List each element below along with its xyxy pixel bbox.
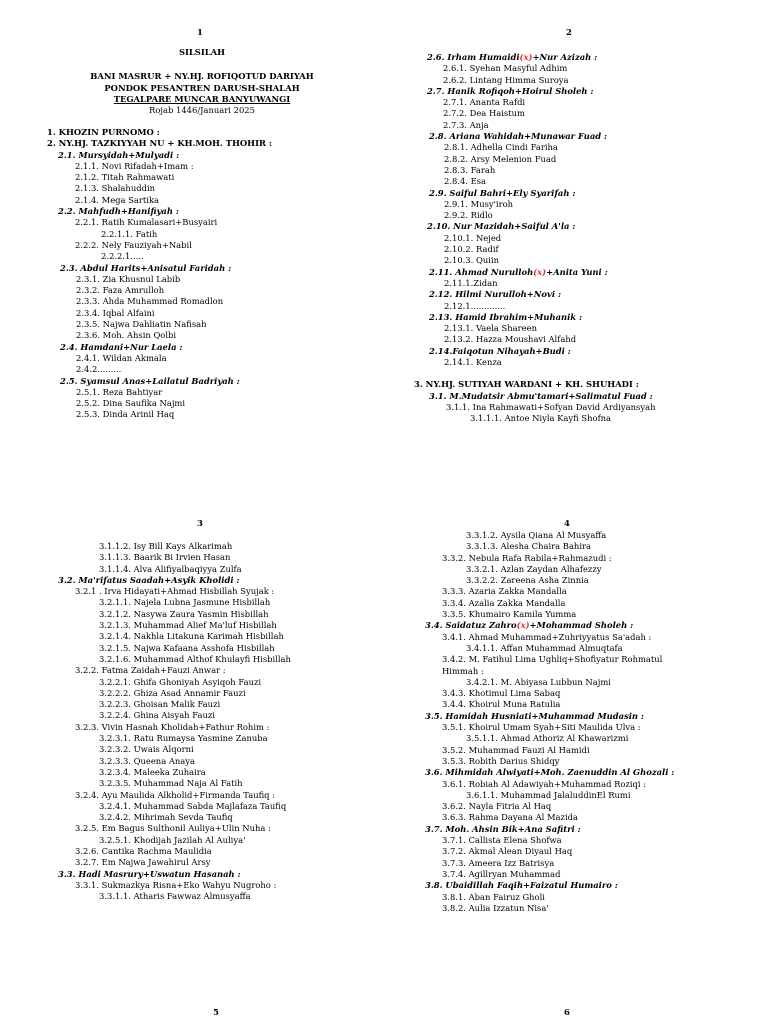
- entry-line: 3.2.2.2. Ghiza Asad Annamir Fauzi: [99, 687, 246, 698]
- entry-line: 1. KHOZIN PURNOMO :: [47, 127, 160, 137]
- entry-line: 3.4.3. Khotimul Lima Sabaq: [442, 688, 561, 699]
- entry-line: 2.1.1. Novi Rifadah+Imam :: [75, 160, 194, 171]
- entry-line: 3.2.1.6. Muhammad Althof Khulayfi Hisbillah: [99, 653, 291, 664]
- header-date: Rojab 1446/Januari 2025: [149, 105, 255, 116]
- entry-line: 3.3.5. Khumairo Kamila Yumma: [442, 609, 577, 620]
- entry-line: 2.10. Nur Mazidah+Saiful A'la :: [427, 221, 576, 232]
- page-number: 2: [566, 28, 572, 38]
- entry-line: 3.5. Hamidah Husniati+Muhammad Mudasin :: [425, 710, 644, 721]
- entry-line: 2.9.1. Musy'iroh: [444, 198, 514, 209]
- entry-line: 2.14.Faiqotun Nihayah+Budi :: [429, 345, 571, 356]
- entry-line: 2.10.1. Nejed: [444, 232, 502, 243]
- entry-line: 2.3.1. Zia Khusnul Labib: [76, 273, 181, 284]
- entry-line: 2.12.1.............: [444, 300, 506, 311]
- entry-line: 3.3.1.1. Atharis Fawwaz Almusyaffa: [99, 891, 251, 902]
- entry-line: 3.2.1.5. Najwa Kafaana Asshofa Hisbillah: [99, 642, 275, 653]
- entry-line: 2.3.3. Ahda Muhammad Romadlon: [76, 296, 224, 307]
- entry-line: 2.6. Irham Humaidi(x)+Nur Azizah :: [427, 52, 598, 62]
- entry-line: 3.2.2.4. Ghina Aisyah Fauzi: [99, 710, 215, 721]
- page2-entries: [414, 52, 754, 425]
- entry-line: 2.5.1. Reza Bahtiyar: [76, 386, 163, 397]
- entry-line: 2.4.2.........: [76, 364, 122, 375]
- entry-line: 2.8.4. Esa: [444, 176, 487, 187]
- entry-line: 3.2.1.2. Nasywa Zaura Yasmin Hisbillah: [99, 608, 269, 619]
- entry-line: 2.5.2. Dina Saufika Najmi: [76, 398, 186, 409]
- entry-line: 3.2.1.4. Nakhla Litakuna Karimah Hisbillah: [99, 631, 284, 642]
- entry-line: 2.3.5. Najwa Dahliatin Nafisah: [76, 319, 207, 330]
- entry-line: 3.2.2.3. Ghoisan Malik Fauzi: [99, 699, 221, 710]
- entry-line: 3.1.1.2. Isy Bill Kays Alkarimah: [99, 541, 233, 551]
- entry-line: 2.2.2. Nely Fauziyah+Nabil: [75, 239, 192, 250]
- page1-entries: [47, 127, 347, 421]
- entry-line: 2.8.2. Arsy Melenion Fuad: [444, 153, 557, 164]
- entry-line: 3.7.4. Agillryan Muhammad: [442, 868, 561, 879]
- entry-line: 3.2.4.2. Mihrimah Sevda Taufiq: [99, 812, 233, 823]
- header-line: PONDOK PESANTREN DARUSH-SHALAH: [104, 82, 300, 93]
- entry-line: 3. NY.HJ. SUTIYAH WARDANI + KH. SHUHADI :: [414, 379, 639, 390]
- header-line: BANI MASRUR + NY.HJ. ROFIQOTUD DARIYAH: [90, 71, 314, 82]
- entry-line: 3.4.2. M. Fatihul Lima Ughliq+Shofiyatur Rohmatul: [442, 654, 663, 665]
- entry-line: 3.3.2.2. Zareena Asha Zinnia: [466, 575, 589, 586]
- entry-line: 3.3.1. Sukmazkya Risna+Eko Wahyu Nugroho :: [75, 879, 277, 890]
- entry-line: 2.1.4. Mega Sartika: [75, 194, 160, 205]
- entry-line: 3.2. Ma'rifatus Saadah+Asyik Kholidi :: [58, 574, 240, 585]
- entry-line: 2.11. Ahmad Nurulloh(x)+Anita Yuni :: [429, 266, 608, 277]
- entry-line: 3.7.2. Akmal Alean Diyaul Haq: [442, 846, 573, 857]
- entry-line: 3.2.5. Em Bagus Sulthonil Auliya+Ulin Nuha :: [75, 823, 271, 834]
- entry-line: 3.3.2.1. Azlan Zaydan Alhafezzy: [466, 563, 602, 574]
- entry-line: 2.1.3. Shalahuddin: [75, 183, 156, 194]
- entry-line: 3.3.1.2. Aysila Qiana Al Musyaffa: [466, 530, 607, 540]
- entry-line: 2.2.1. Ratih Kumalasari+Busyairi: [75, 217, 218, 228]
- entry-line: 2.9. Saiful Bahri+Ely Syarifah :: [429, 187, 576, 198]
- entry-line: 2.4.1. Wildan Akmala: [76, 352, 167, 363]
- entry-line: 3.5.1. Khoirul Umam Syah+Siti Maulida Ulva :: [442, 722, 641, 733]
- page-number: 3: [197, 519, 203, 529]
- entry-line: 3.3.2. Nebula Rafa Rabila+Rahmazudi :: [442, 552, 612, 563]
- entry-line: 3.2.4.1. Muhammad Sabda Majlafaza Taufiq: [99, 800, 287, 811]
- entry-line: 3.5.2. Muhammad Fauzi Al Hamidi: [442, 744, 590, 755]
- page3-entries: [57, 541, 377, 903]
- entry-line: 2.13. Hamid Ibrahim+Muhanik :: [429, 311, 583, 322]
- entry-line: 2.5.3. Dinda Arinil Haq: [76, 409, 175, 420]
- entry-line: 2.10.3. Quiin: [444, 255, 499, 266]
- entry-line: 3.8.1. Aban Fairuz Gholi: [442, 891, 545, 902]
- entry-line: 2.7.1. Ananta Rafdi: [443, 97, 526, 108]
- entry-line: 3.2.3.1. Ratu Rumaysa Yasmine Zanuba: [99, 733, 268, 744]
- page-number: 6: [564, 1008, 570, 1018]
- page-number: 5: [213, 1008, 219, 1018]
- entry-line: 2.7. Hanik Rofiqoh+Hoirul Sholeh :: [427, 85, 594, 96]
- entry-line: 3.6.1.1. Muhammad JalaluddinEl Rumi: [466, 789, 631, 800]
- entry-line: 3.2.4. Ayu Maulida Alkholid+Firmanda Taufiq :: [75, 789, 276, 800]
- entry-line: 2.3.2. Faza Amrulloh: [76, 285, 165, 296]
- entry-line: 3.2.3.3. Queena Anaya: [99, 755, 196, 766]
- entry-line: 3.2.3. Vivin Hasnah Kholidah+Fathur Rohim :: [75, 721, 270, 732]
- header-line: TEGALPARE MUNCAR BANYUWANGI: [113, 93, 291, 104]
- document-header: [62, 47, 342, 116]
- entry-line: 3.6.1. Robiah Al Adawiyah+Muhammad Roziqi :: [442, 778, 647, 789]
- deceased-mark: (x): [533, 266, 547, 277]
- entry-line: 2.1.2. Titah Rahmawati: [75, 172, 175, 183]
- entry-line: 2.3.4. Iqbal Alfaini: [76, 307, 155, 318]
- entry-line: 3.4.1. Ahmad Muhammad+Zuhriyyatus Sa'adah :: [442, 631, 652, 642]
- entry-line: 2.4. Hamdani+Nur Laela :: [60, 341, 183, 352]
- entry-line: 3.8. Ubaidillah Faqih+Faizatul Humairo :: [425, 880, 618, 891]
- entry-line: 3.2.2. Fatma Zaidah+Fauzi Anwar :: [75, 665, 226, 676]
- entry-line: 3.7.1. Callista Elena Shofwa: [442, 835, 562, 846]
- entry-line: 3.2.5.1. Khodijah Jazilah Al Auliya': [99, 834, 246, 845]
- entry-line: 2.9.2. Ridlo: [444, 210, 493, 221]
- entry-line: Himmah :: [442, 665, 484, 676]
- entry-line: 2.8.3. Farah: [444, 164, 496, 175]
- entry-line: 2.5. Syamsul Anas+Lailatul Badriyah :: [60, 375, 240, 386]
- page4-entries: [424, 530, 764, 914]
- entry-line: 3.5.3. Robith Darius Shidqy: [442, 755, 560, 766]
- entry-line: 3.2.1 . Irva Hidayati+Ahmad Hisbillah Syujak :: [75, 586, 275, 597]
- entry-line: 3.4. Saidatuz Zahro(x)+Mohammad Sholeh :: [425, 620, 634, 631]
- document-title: SILSILAH: [178, 47, 226, 57]
- entry-line: 3.2.1.1. Najela Lubna Jasmune Hisbillah: [99, 597, 271, 608]
- entry-line: 2.7.3. Anja: [443, 119, 489, 130]
- entry-line: 2.13.2. Hazza Moushavi Alfahd: [444, 334, 577, 345]
- entry-line: 2.6.2. Lintang Himma Suroya: [443, 74, 569, 85]
- entry-line: 2.2.2.1.....: [101, 251, 144, 262]
- entry-line: 3.1. M.Mudatsir Abmu'tamari+Salimatul Fuad :: [429, 390, 653, 401]
- entry-line: 2.3. Abdul Harits+Anisatul Faridah :: [60, 262, 232, 273]
- entry-line: 3.3. Hadi Masrury+Uswatun Hasanah :: [58, 868, 241, 879]
- entry-line: 3.1.1.1. Antoe Niyla Kayfi Shofna: [470, 413, 612, 424]
- entry-line: 3.2.1.3. Muhammad Alief Ma'luf Hisbillah: [99, 620, 277, 631]
- entry-line: 2. NY.HJ. TAZKIYYAH NU + KH.MOH. THOHIR :: [47, 138, 272, 149]
- entry-line: 2.8.1. Adhella Cindi Fariha: [444, 142, 558, 153]
- deceased-mark: (x): [516, 620, 530, 631]
- entry-line: 3.6. Mihmidah Alwiyati+Moh. Zaenuddin Al Ghozali :: [425, 767, 675, 778]
- entry-line: 2.7.2. Dea Haistum: [443, 108, 525, 119]
- deceased-mark: (x): [519, 52, 533, 62]
- entry-line: 2.13.1. Vaela Shareen: [444, 323, 537, 334]
- entry-line: 3.7. Moh. Ahsin Bik+Ana Safitri :: [425, 823, 581, 834]
- entry-line: 2.8. Ariana Wahidah+Munawar Fuad :: [429, 131, 608, 142]
- entry-line: 3.4.1.1. Affan Muhammad Almuqtafa: [466, 642, 623, 653]
- entry-line: 3.8.2. Aulia Izzatun Nisa': [442, 902, 549, 913]
- entry-line: 3.1.1. Ina Rahmawati+Sofyan David Ardiyansyah: [446, 401, 656, 412]
- entry-line: 3.2.2.1. Ghifa Ghoniyah Asyiqoh Fauzi: [99, 676, 262, 687]
- entry-line: 3.7.3. Ameera Izz Batrisya: [442, 857, 555, 868]
- entry-line: 3.2.3.2. Uwais Alqorni: [99, 744, 194, 755]
- entry-line: 3.5.1.1. Ahmad Athoriz Al Khawarizmi: [466, 733, 629, 744]
- entry-line: 3.3.3. Azaria Zakka Mandalla: [442, 586, 567, 597]
- entry-line: 2.12. Hilmi Nurulloh+Novi :: [429, 289, 562, 300]
- entry-line: 2.10.2. Radif: [444, 244, 499, 255]
- entry-line: 3.1.1.3. Baarik Bi Irvien Hasan: [99, 552, 231, 563]
- entry-line: 3.6.2. Nayla Fitria Al Haq: [442, 801, 552, 812]
- entry-line: 3.6.3. Rahma Dayana Al Mazida: [442, 812, 579, 823]
- entry-line: 3.4.2.1. M. Abiyasa Lubbun Najmi: [466, 676, 611, 687]
- entry-line: 3.3.1.3. Alesha Chaira Bahira: [466, 541, 592, 552]
- page-number: 1: [197, 28, 203, 38]
- entry-line: 2.2. Mahfudh+Hanifiyah :: [58, 206, 179, 217]
- entry-line: 2.11.1.Zidan: [444, 277, 498, 288]
- entry-line: 3.4.4. Khoirul Muna Ratulia: [442, 699, 561, 710]
- entry-line: 3.2.7. Em Najwa Jawahirul Arsy: [75, 857, 211, 868]
- page-number: 4: [564, 519, 570, 529]
- entry-line: 2.3.6. Moh. Ahsin Qolbi: [76, 330, 177, 341]
- entry-line: 2.14.1. Kenza: [444, 357, 502, 368]
- entry-line: 3.2.6. Cantika Rachma Maulidia: [75, 846, 212, 857]
- entry-line: 3.3.4. Azalia Zakka Mandalla: [442, 597, 566, 608]
- entry-line: 2.1. Mursyidah+Mulyadi :: [58, 149, 180, 160]
- entry-line: 3.2.3.5. Muhammad Naja Al Fatih: [99, 778, 243, 789]
- entry-line: 3.2.3.4. Maleeka Zuhaira: [99, 766, 206, 777]
- entry-line: 3.1.1.4. Alva Alifiyalbaqiyya Zulfa: [99, 563, 242, 574]
- entry-line: 2.2.1.1. Fatih: [101, 228, 158, 239]
- entry-line: 2.6.1. Syehan Masyful Adhim: [443, 63, 568, 74]
